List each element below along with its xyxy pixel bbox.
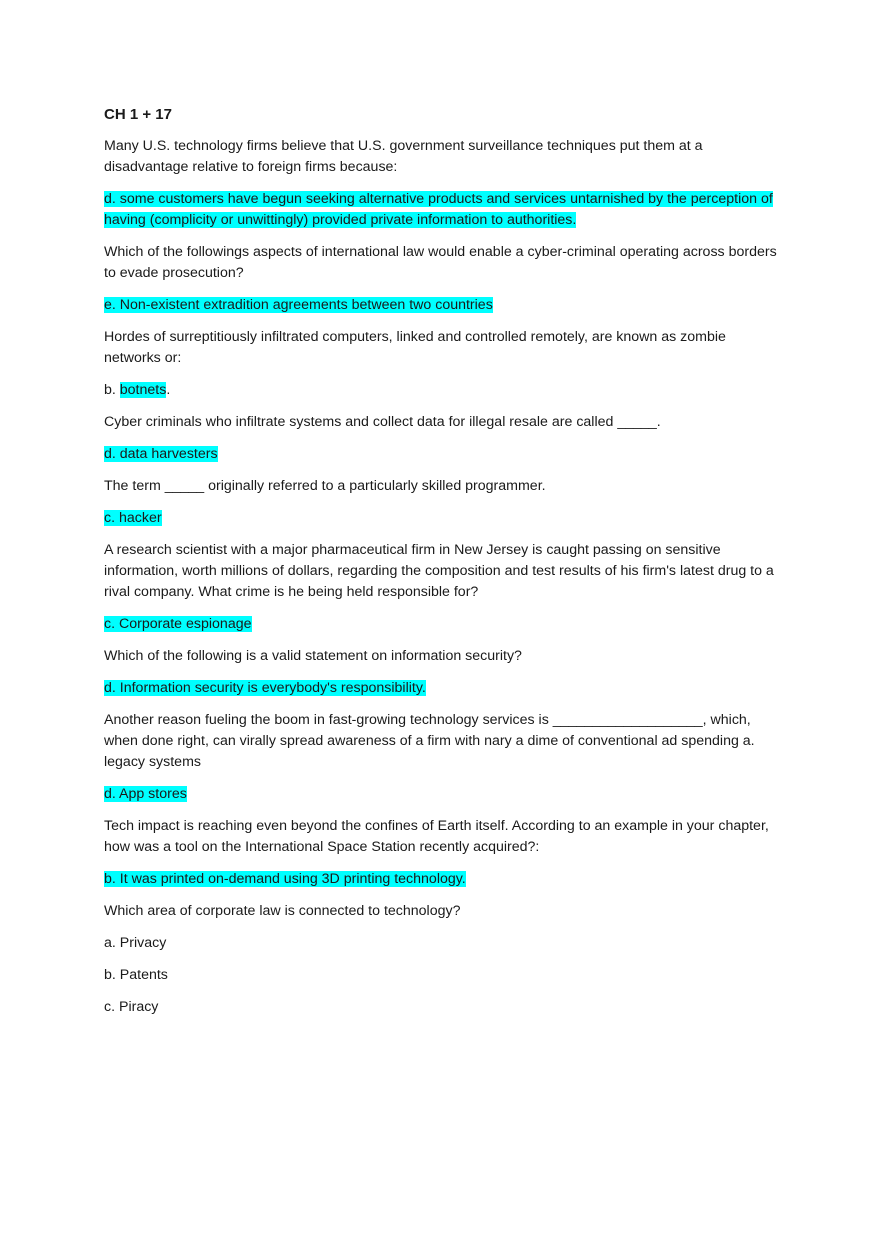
- answer-3-highlight: botnets: [119, 382, 167, 398]
- option-a: a. Privacy: [104, 935, 167, 951]
- question-2: Which of the followings aspects of international law would enable a cyber-criminal operating across borders to evade prosecution?: [104, 244, 777, 281]
- document-page: [104, 104, 784, 1029]
- option-b: b. Patents: [104, 967, 168, 983]
- answer-3-prefix: b.: [104, 382, 120, 398]
- answer-4: [104, 444, 784, 465]
- question-10: Which area of corporate law is connected to technology?: [104, 903, 461, 919]
- answer-1: [104, 189, 784, 231]
- chapter-heading: CH 1 + 17: [104, 106, 172, 123]
- question-4: Cyber criminals who infiltrate systems and collect data for illegal resale are called _____.: [104, 414, 661, 430]
- answer-3-suffix: .: [166, 382, 171, 398]
- answer-6-highlight: c. Corporate espionage: [104, 616, 252, 632]
- answer-3: [104, 380, 784, 401]
- answer-5: [104, 508, 784, 529]
- question-5: The term _____ originally referred to a particularly skilled programmer.: [104, 478, 546, 494]
- question-1: Many U.S. technology firms believe that U.S. government surveillance techniques put them at a disadvantage relative to foreign firms because:: [104, 138, 703, 175]
- answer-2: [104, 295, 784, 316]
- answer-2-highlight: e. Non-existent extradition agreements between two countries: [104, 297, 493, 313]
- question-6: A research scientist with a major pharmaceutical firm in New Jersey is caught passing on sensitive information, worth millions of dollars, regarding the composition and test results of his firm's latest drug to a rival company. What crime is he being held responsible for?: [104, 542, 774, 600]
- answer-7: [104, 678, 784, 699]
- answer-4-highlight: d. data harvesters: [104, 446, 218, 462]
- answer-8: [104, 784, 784, 805]
- question-8: Another reason fueling the boom in fast-growing technology services is ___________________, which, when done right, can virally spread awareness of a firm with nary a dime of conventional ad spending a. legacy systems: [104, 712, 755, 770]
- answer-5-highlight: c. hacker: [104, 510, 162, 526]
- answer-9-highlight: b. It was printed on-demand using 3D printing technology.: [104, 871, 466, 887]
- answer-6: [104, 614, 784, 635]
- option-c: c. Piracy: [104, 999, 159, 1015]
- answer-8-highlight: d. App stores: [104, 786, 187, 802]
- answer-1-highlight: d. some customers have begun seeking alternative products and services untarnished by the perception of having (complicity or unwittingly) provided private information to authorities.: [104, 191, 773, 228]
- answer-7-highlight: d. Information security is everybody's responsibility.: [104, 680, 426, 696]
- answer-9: [104, 869, 784, 890]
- question-9: Tech impact is reaching even beyond the confines of Earth itself. According to an example in your chapter, how was a tool on the International Space Station recently acquired?:: [104, 818, 769, 855]
- question-3: Hordes of surreptitiously infiltrated computers, linked and controlled remotely, are known as zombie networks or:: [104, 329, 726, 366]
- question-7: Which of the following is a valid statement on information security?: [104, 648, 522, 664]
